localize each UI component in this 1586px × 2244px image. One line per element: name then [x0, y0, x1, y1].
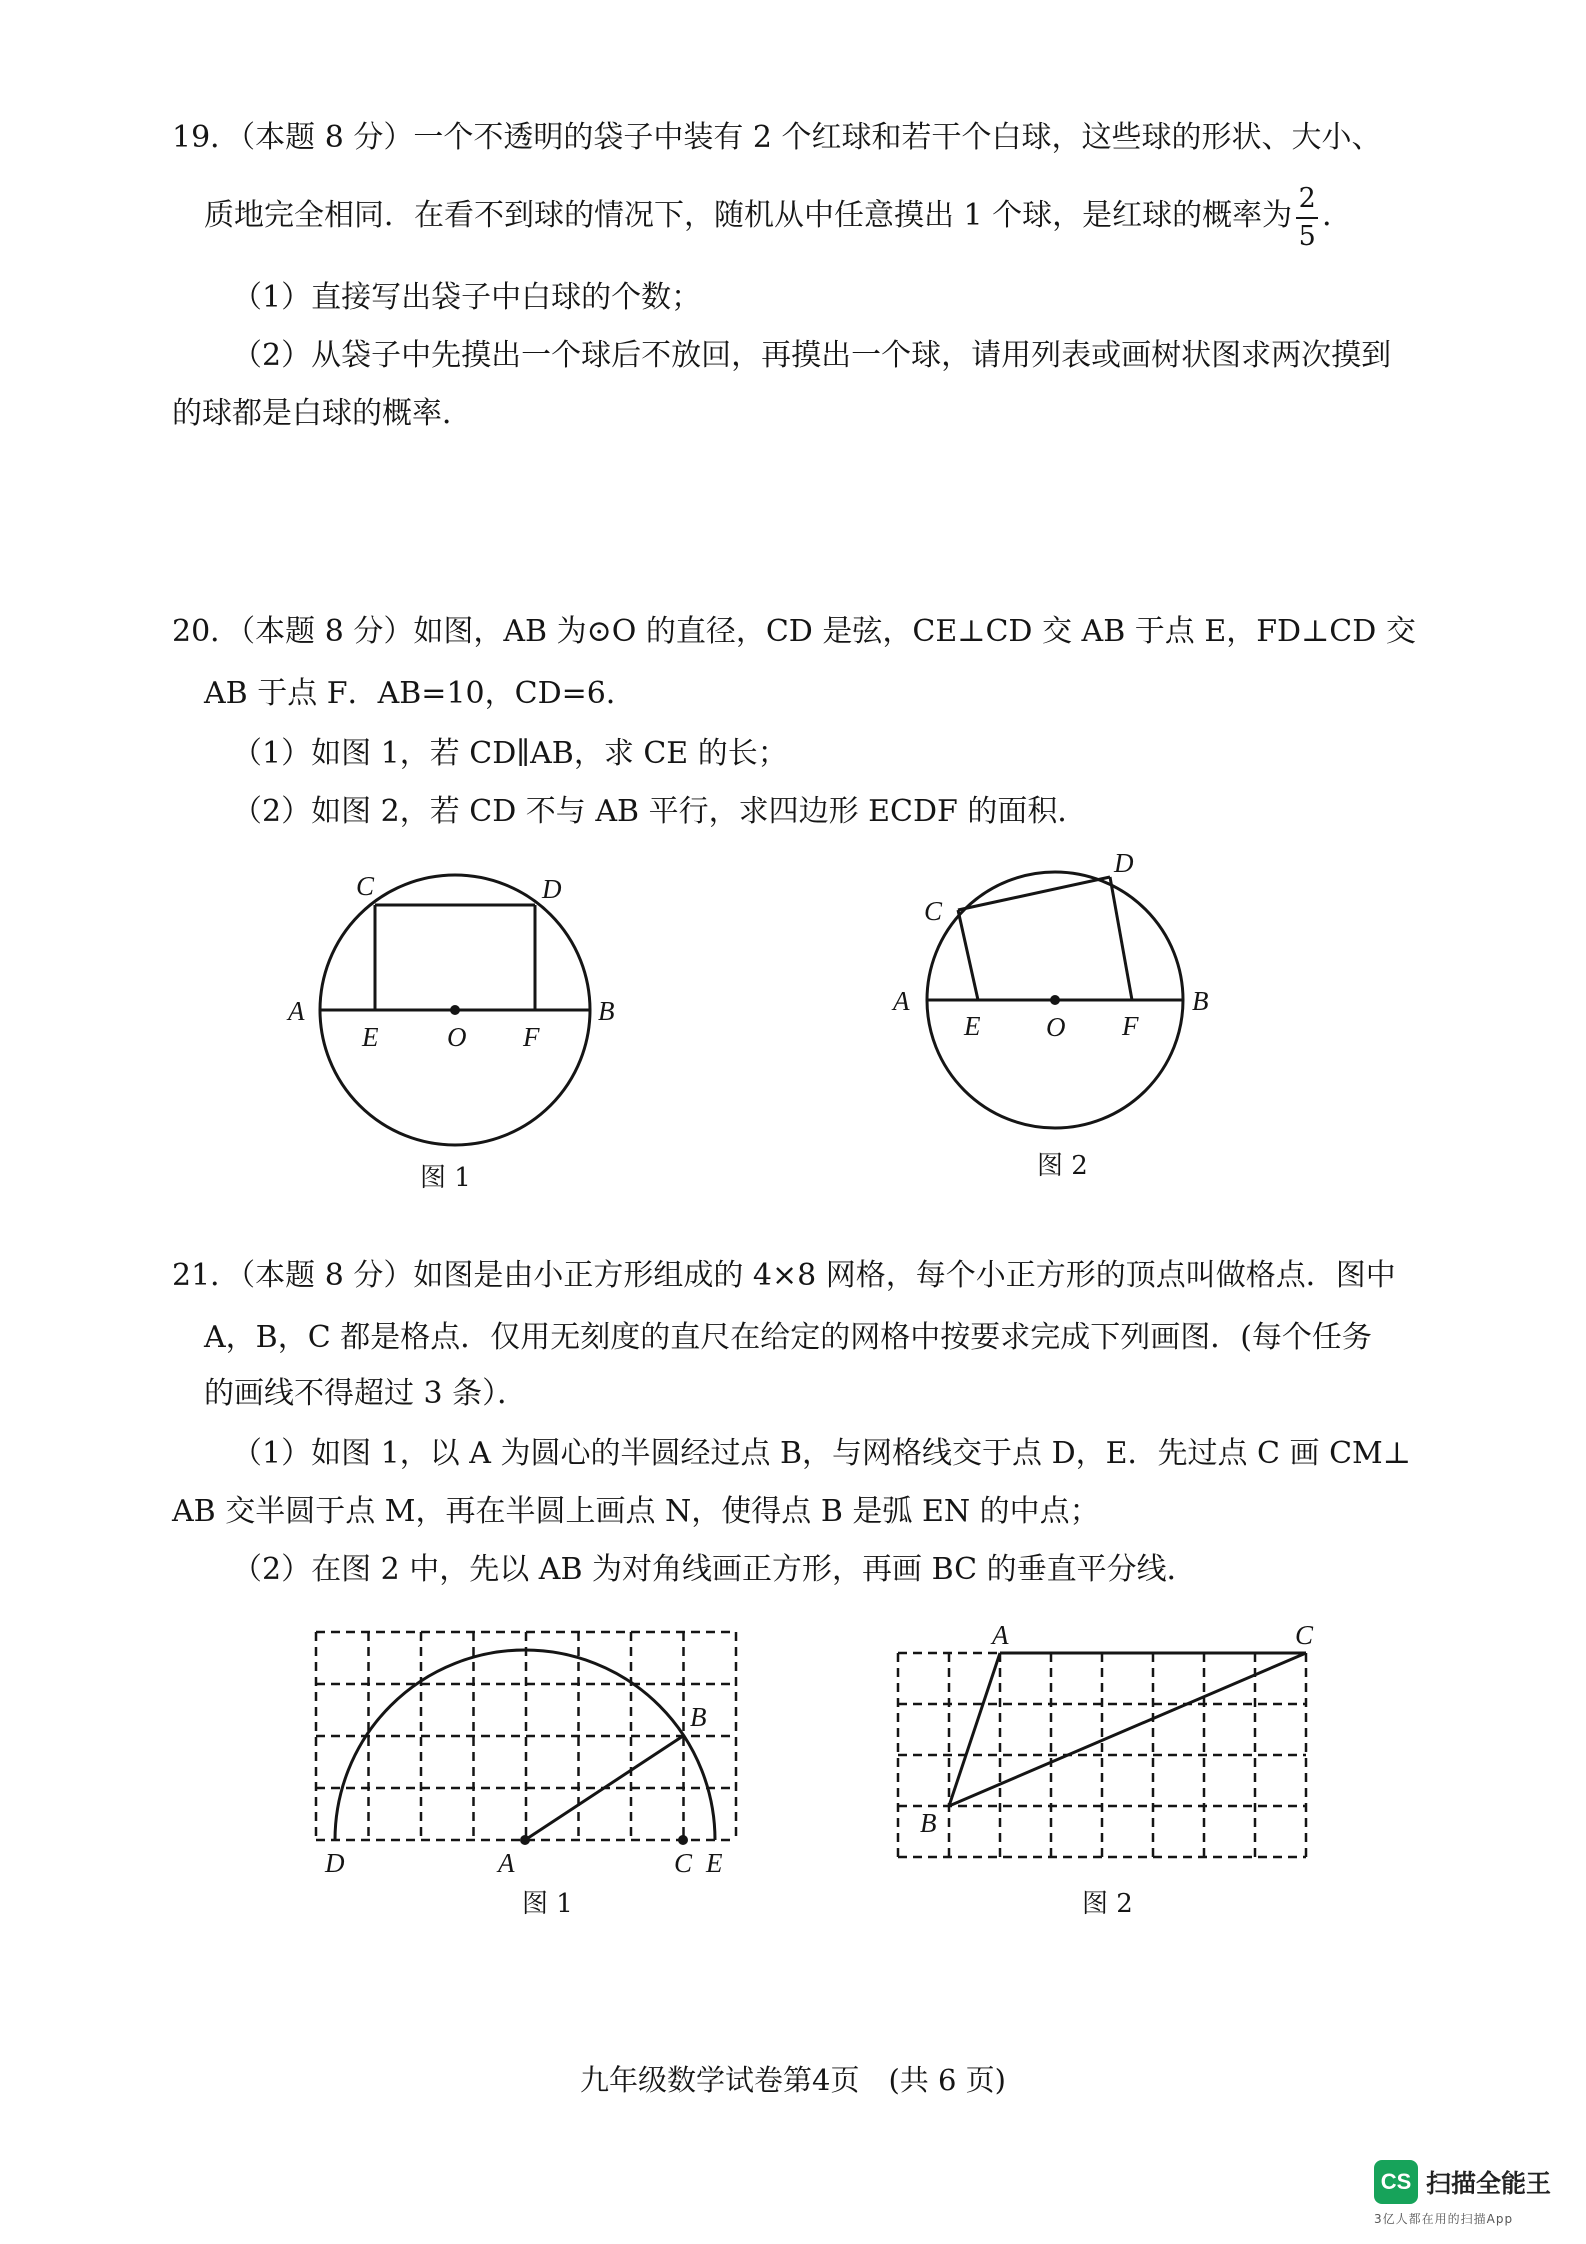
figure-caption: 图 1 — [420, 1163, 471, 1193]
point-a — [520, 1835, 530, 1845]
watermark-app-name: 扫描全能王 — [1426, 2169, 1552, 2198]
fraction-denominator: 5 — [1298, 221, 1316, 252]
label-f: F — [1122, 1011, 1139, 1041]
label-o: O — [1046, 1012, 1066, 1042]
label-c: C — [674, 1848, 693, 1878]
label-d: D — [325, 1848, 345, 1878]
label-a: A — [498, 1848, 515, 1878]
point-c — [678, 1835, 688, 1845]
q21-part2: （2）在图 2 中，先以 AB 为对角线画正方形，再画 BC 的垂直平分线． — [232, 1552, 1197, 1587]
q19-part2b: 的球都是白球的概率． — [172, 396, 472, 431]
q20-figure-1 — [280, 860, 660, 1200]
q19-part2a: （2）从袋子中先摸出一个球后不放回，再摸出一个球，请用列表或画树状图求两次摸到 — [232, 338, 1392, 373]
q19-line1: 19．（本题 8 分）一个不透明的袋子中装有 2 个红球和若干个白球，这些球的形状、大小、 — [172, 120, 1382, 155]
page-footer: 九年级数学试卷第4页 (共 6 页) — [580, 2063, 1006, 2097]
q20-figure-2 — [880, 850, 1240, 1190]
chord-cd — [958, 877, 1110, 910]
camscanner-logo-icon: CS — [1374, 2160, 1418, 2204]
q19-line2b: ． — [1322, 198, 1353, 233]
q21-part1b: AB 交半圆于点 M，再在半圆上画点 N，使得点 B 是弧 EN 的中点； — [172, 1494, 1100, 1529]
label-e: E — [964, 1011, 981, 1041]
segment-bc — [949, 1653, 1306, 1806]
grid-lines — [316, 1632, 736, 1840]
label-d: D — [1114, 850, 1134, 878]
figure-caption: 图 2 — [1082, 1889, 1133, 1919]
label-a: A — [992, 1620, 1009, 1650]
q21-line2: A，B，C 都是格点．仅用无刻度的直尺在给定的网格中按要求完成下列画图．(每个任务 — [204, 1320, 1372, 1355]
label-b: B — [690, 1702, 707, 1732]
center-point-o — [450, 1005, 460, 1015]
q20-part1: （1）如图 1，若 CD∥AB，求 CE 的长； — [232, 736, 788, 771]
q20-line1: 20．（本题 8 分）如图，AB 为⊙O 的直径，CD 是弦，CE⊥CD 交 AB 于点 E，FD⊥CD 交 — [172, 614, 1416, 649]
label-f: F — [523, 1022, 540, 1052]
label-a: A — [288, 996, 305, 1026]
q21-figure-2 — [880, 1610, 1340, 1930]
q19-line2a: 质地完全相同．在看不到球的情况下，随机从中任意摸出 1 个球，是红球的概率为 — [204, 198, 1293, 233]
q19-part1: （1）直接写出袋子中白球的个数； — [232, 280, 702, 315]
label-c: C — [1295, 1620, 1314, 1650]
q21-part1a: （1）如图 1，以 A 为圆心的半圆经过点 B，与网格线交于点 D，E．先过点 C 画 CM⊥ — [232, 1436, 1411, 1471]
figure-caption: 图 1 — [522, 1889, 573, 1919]
label-a: A — [893, 986, 910, 1016]
label-o: O — [447, 1022, 467, 1052]
grid-lines — [898, 1653, 1306, 1857]
q21-figure-1 — [300, 1610, 760, 1930]
label-b: B — [1192, 986, 1209, 1016]
label-c: C — [356, 871, 375, 901]
label-e: E — [362, 1022, 379, 1052]
figure-caption: 图 2 — [1037, 1151, 1088, 1181]
label-e: E — [706, 1848, 723, 1878]
fraction-bar — [1296, 217, 1318, 219]
label-d: D — [542, 874, 562, 904]
fraction-numerator: 2 — [1298, 183, 1316, 214]
segment-ab — [949, 1653, 1000, 1806]
probability-fraction — [1294, 183, 1320, 252]
q21-line1: 21．（本题 8 分）如图是由小正方形组成的 4×8 网格，每个小正方形的顶点叫做格点．图中 — [172, 1258, 1396, 1293]
label-b: B — [598, 996, 615, 1026]
scanner-watermark — [1374, 2160, 1574, 2230]
q21-line3: 的画线不得超过 3 条）． — [204, 1376, 528, 1411]
watermark-tagline: 3亿人都在用的扫描App — [1374, 2212, 1514, 2226]
label-b: B — [920, 1808, 937, 1838]
center-point-o — [1050, 995, 1060, 1005]
q19-line2 — [204, 183, 1353, 252]
label-c: C — [924, 896, 943, 926]
segment-ce — [958, 910, 978, 1000]
q20-line2: AB 于点 F．AB=10，CD=6． — [204, 676, 636, 711]
q20-part2: （2）如图 2，若 CD 不与 AB 平行，求四边形 ECDF 的面积． — [232, 794, 1088, 829]
